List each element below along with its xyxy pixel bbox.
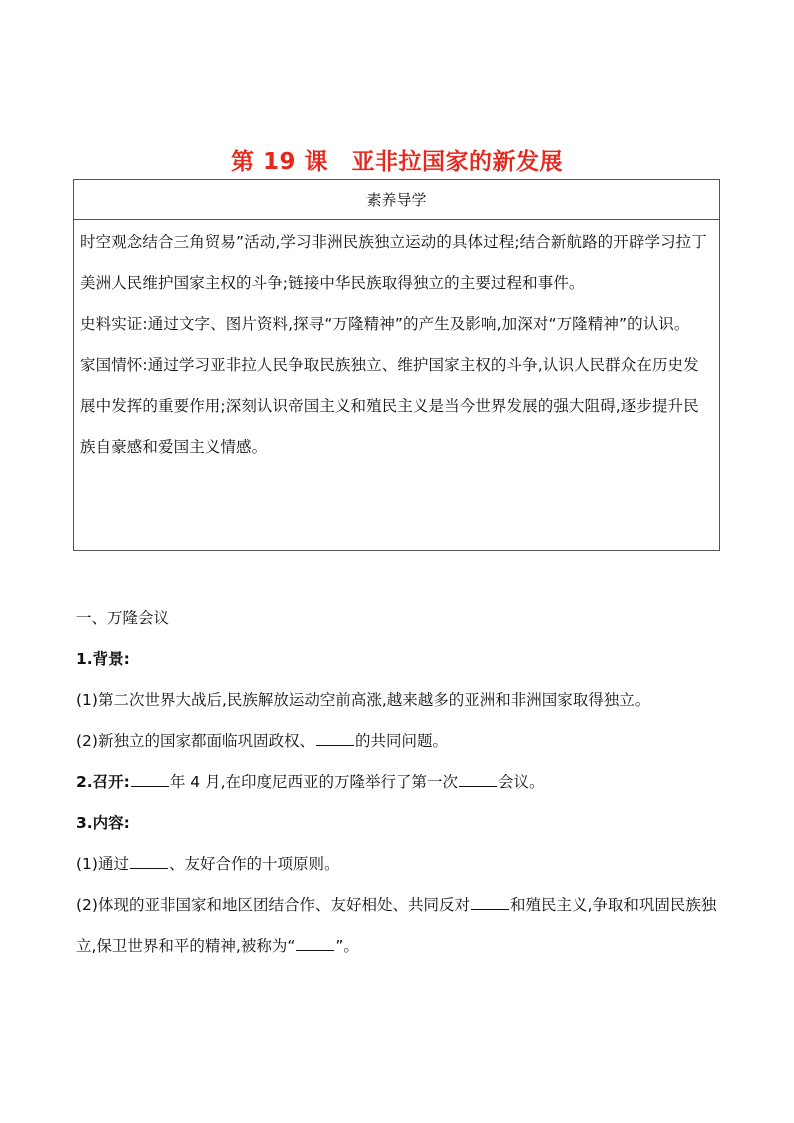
text-fragment: 会议。 — [498, 773, 545, 791]
fill-blank[interactable] — [296, 936, 334, 951]
fill-blank[interactable] — [130, 854, 168, 869]
guide-paragraph-evidence: 史料实证:通过文字、图片资料,探寻“万隆精神”的产生及影响,加深对“万隆精神”的认识。 — [80, 315, 690, 333]
background-label: 1.背景: — [76, 650, 130, 668]
convening-label: 2.召开: — [76, 773, 130, 791]
fill-blank[interactable] — [471, 895, 509, 910]
convening-line — [76, 762, 726, 803]
text-fragment: 的共同问题。 — [354, 732, 448, 750]
text-fragment: ”。 — [335, 937, 359, 955]
fill-blank[interactable] — [459, 772, 497, 787]
literacy-guide-table — [73, 179, 720, 551]
content-item-1 — [76, 844, 726, 885]
text-fragment: (2)新独立的国家都面临巩固政权、 — [76, 732, 315, 750]
text-fragment: 和殖民主义,争取和巩固民族独立,保卫世界和平的精神,被称为“ — [76, 896, 717, 955]
background-item-2 — [76, 721, 726, 762]
text-fragment: (1)通过 — [76, 855, 129, 873]
text-fragment: 、友好合作的十项原则。 — [168, 855, 340, 873]
guide-header: 素养导学 — [74, 180, 719, 220]
guide-body — [74, 220, 719, 468]
background-item-1: (1)第二次世界大战后,民族解放运动空前高涨,越来越多的亚洲和非洲国家取得独立。 — [76, 691, 651, 709]
section-bandung-conference — [76, 598, 726, 967]
text-fragment: 年 4 月,在印度尼西亚的万隆举行了第一次 — [169, 773, 459, 791]
content-label: 3.内容: — [76, 814, 130, 832]
fill-blank[interactable] — [131, 772, 169, 787]
fill-blank[interactable] — [316, 731, 354, 746]
content-item-2 — [76, 885, 726, 967]
page-title: 第 19 课 亚非拉国家的新发展 — [230, 149, 564, 175]
section-heading: 一、万隆会议 — [76, 609, 170, 627]
guide-paragraph-spacetime: 时空观念结合三角贸易”活动,学习非洲民族独立运动的具体过程;结合新航路的开辟学习拉丁美洲人民维护国家主权的斗争;链接中华民族取得独立的主要过程和事件。 — [80, 233, 707, 292]
guide-paragraph-patriotism: 家国情怀:通过学习亚非拉人民争取民族独立、维护国家主权的斗争,认识人民群众在历史发展中发挥的重要作用;深刻认识帝国主义和殖民主义是当今世界发展的强大阻碍,逐步提升民族自豪感和爱国主义情感。 — [80, 356, 699, 456]
text-fragment: (2)体现的亚非国家和地区团结合作、友好相处、共同反对 — [76, 896, 470, 914]
